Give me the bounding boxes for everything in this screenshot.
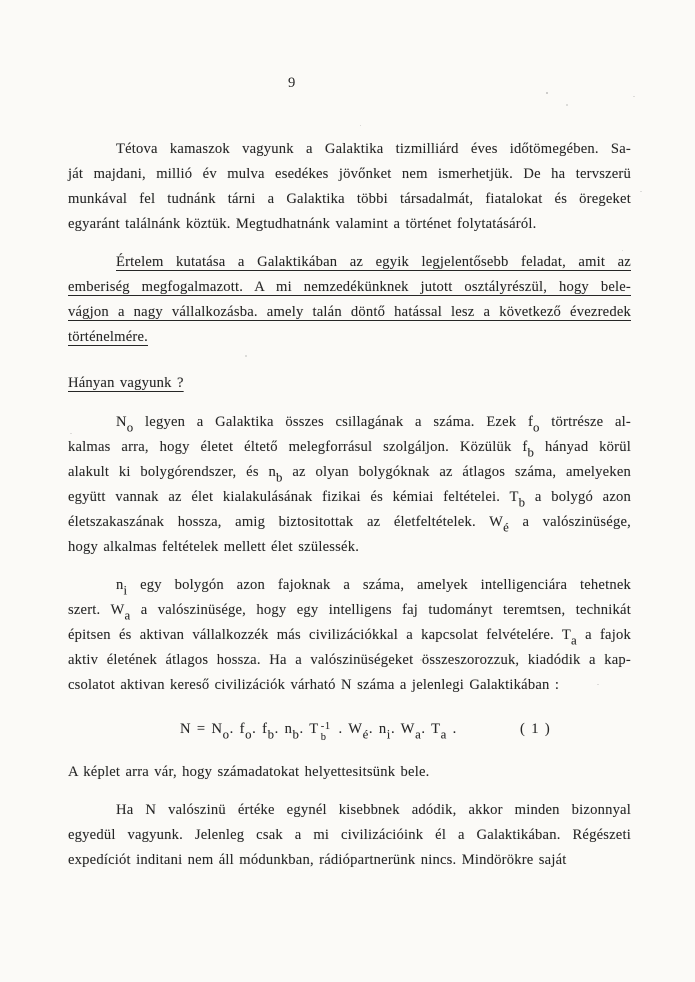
subscript: o (222, 727, 230, 742)
subscript: o (245, 727, 253, 742)
text-line: épitsen és aktivan vállalkozzék más civilizációkkal a kapcsolat felvételére. Ta a fajok (68, 627, 631, 648)
text-line: aktiv életének átlagos hossza. Ha a valószinüségeket összeszorozzuk, kiadódik a kap- (68, 652, 631, 668)
text-line: egyaránt találnánk köztük. Megtudhatnánk valamint a történet folytatásáról. (68, 216, 537, 232)
subscript: o (533, 420, 540, 435)
text-line: kalmas arra, hogy életet éltető melegforrásul szolgáljon. Közülük fb hányad körül (68, 439, 631, 460)
text-line: No legyen a Galaktika összes csillagának a száma. Ezek fo törtrésze al- (116, 414, 631, 435)
text-line: hogy alkalmas feltételek mellett élet szülessék. (68, 539, 360, 555)
text-line: emberiség megfogalmazott. A mi nemzedékünknek jutott osztályrészül, hogy bele- (68, 279, 631, 295)
subscript: b (267, 727, 275, 742)
text-line: életszakaszának hossza, amig biztositottak az életfeltételek. Wé a valószinüsége, (68, 514, 631, 535)
text-line: egyedül vagyunk. Jelenleg csak a mi civilizációink él a Galaktikában. Régészeti (68, 827, 631, 844)
subscript: b (292, 727, 300, 742)
text-line: szert. Wa a valószinüsége, hogy egy intelligens faj tudományt teremtsen, technikát (68, 602, 631, 623)
paragraph-conclusion (68, 798, 631, 873)
drake-equation (68, 717, 631, 743)
scan-speck (633, 96, 635, 97)
text-line: A képlet arra vár, hogy számadatokat helyettesitsünk bele. (68, 764, 430, 781)
text-line: együtt vannak az élet kialakulásának fizikai és kémiai feltételei. Tb a bolygó azon (68, 489, 632, 510)
subscript: b (527, 445, 535, 460)
text-line: munkával fel tudnánk tárni a Galaktika többi társadalmát, fiatalokat és öregeket (68, 191, 631, 207)
scan-speck (546, 92, 548, 94)
subscript: é (362, 727, 369, 742)
text-line: Tétova kamaszok vagyunk a Galaktika tizmilliárd éves időtömegében. Sa- (116, 141, 631, 157)
text-flow (68, 137, 631, 886)
subscript: b (518, 495, 526, 510)
subscript: a (415, 727, 422, 742)
text-line: ni egy bolygón azon fajoknak a száma, amelyek intelligenciára tehetnek (116, 577, 631, 598)
text-line: expedíciót inditani nem áll módunkban, rádiópartnerünk nincs. Mindörökre saját (68, 852, 567, 869)
text-line: történelmére. (68, 329, 148, 345)
equation-number: ( 1 ) (520, 721, 551, 737)
paragraph-drake-factors-2 (68, 573, 631, 698)
subscript: a (440, 727, 447, 742)
subscript: o (126, 420, 134, 435)
equation-body: N = No. fo. fb. nb. T -1 b . Wé. ni. Wa. Ta . (180, 721, 457, 744)
paragraph-intro (68, 137, 631, 237)
subscript: i (123, 583, 128, 598)
text-line: alakult ki bolygórendszer, és nb az olyan bolygóknak az átlagos száma, amelyeken (68, 464, 631, 485)
paragraph-formula-note (68, 760, 631, 785)
section-heading: Hányan vagyunk ? (68, 375, 184, 391)
text-line: Ha N valószinü értéke egynél kisebbnek adódik, akkor minden bizonnyal (116, 802, 631, 819)
scan-speck (360, 125, 361, 126)
text-line: ját majdani, millió év mulva esedékes jövőnket nem ismerhetjük. De ha tervszerü (68, 166, 631, 182)
sup-sub-stack: -1 b (320, 721, 331, 744)
subscript: b (275, 470, 283, 485)
paragraph-thesis-underlined (68, 250, 631, 350)
scan-speck (640, 191, 642, 192)
subscript: a (570, 633, 577, 648)
subscript: i (386, 727, 391, 742)
subscript: a (124, 608, 131, 623)
subscript: é (503, 520, 509, 535)
text-line: csolatot aktivan kereső civilizációk várható N száma a jelenlegi Galaktikában : (68, 677, 560, 693)
page-number: 9 (288, 75, 296, 91)
paragraph-drake-factors-1 (68, 410, 631, 560)
scan-speck (566, 104, 568, 106)
text-line: Értelem kutatása a Galaktikában az egyik legjelentősebb feladat, amit az (116, 254, 631, 270)
text-line: vágjon a nagy vállalkozásba. amely talán döntő hatással lesz a következő évezredek (68, 304, 631, 320)
